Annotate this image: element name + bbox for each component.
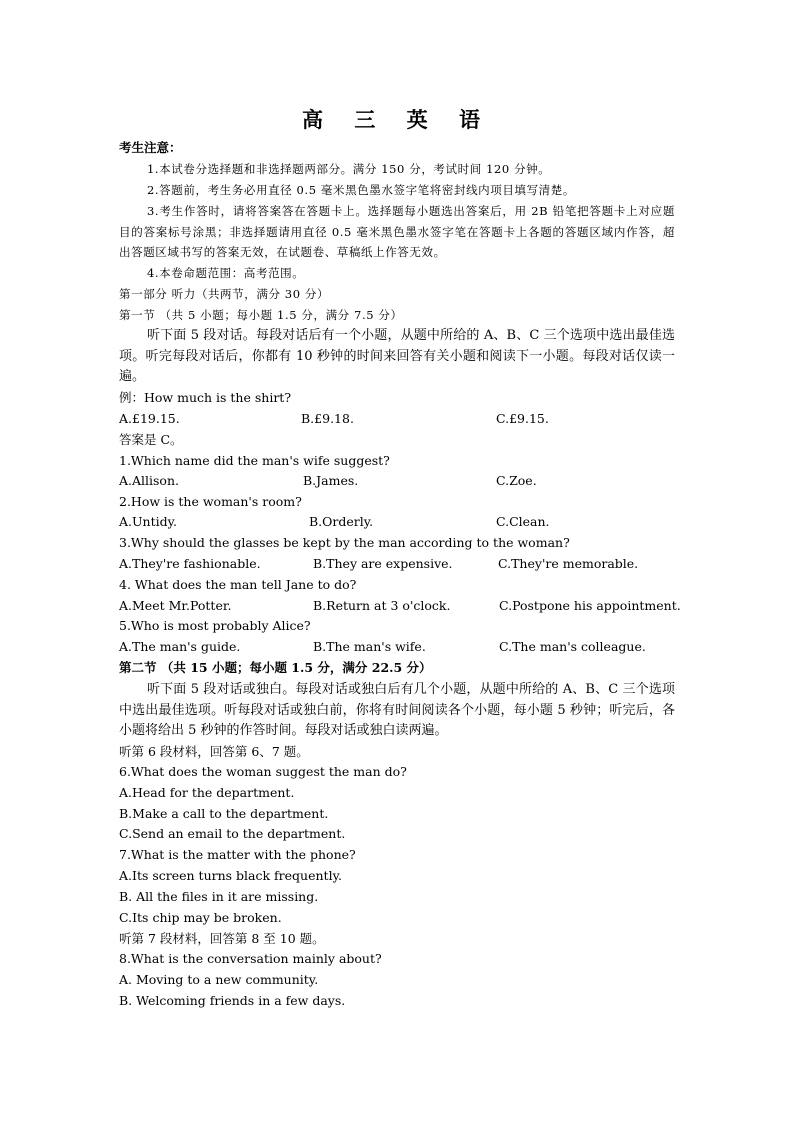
q5-option-a: A.The man's guide. xyxy=(119,639,241,654)
q3-option-c: C.They're memorable. xyxy=(498,556,639,571)
example-option-a: A.£19.15. xyxy=(119,411,180,426)
q8-option-a: A. Moving to a new community. xyxy=(119,972,319,987)
q3-option-a: A.They're fashionable. xyxy=(119,556,261,571)
q7-option-a: A.Its screen turns black frequently. xyxy=(119,868,342,883)
section2-instructions: 听下面 5 段对话或独白。每段对话或独白后有几个小题，从题中所给的 A、B、C 三个选项中选出最佳选项。听每段对话或独白前，你将有时间阅读各个小题，每小题 5 秒钟；听完后，各小题将给出 5 秒钟的作答时间。每段对话或独白读两遍。 xyxy=(119,682,675,738)
section1-instructions: 听下面 5 段对话。每段对话后有一个小题，从题中所给的 A、B、C 三个选项中选出最佳选项。听完每段对话后，你都有 10 秒钟的时间来回答有关小题和阅读下一小题。每段对话仅读一遍。 xyxy=(119,328,675,384)
q1-option-c: C.Zoe. xyxy=(496,473,537,488)
q2-option-c: C.Clean. xyxy=(496,514,550,529)
notice-item-3: 3.考生作答时，请将答案答在答题卡上。选择题每小题选出答案后，用 2B 铅笔把答题卡上对应题目的答案标号涂黑；非选择题请用直径 0.5 毫米黑色墨水签字笔在答题卡上各题的答题区域内作答，超出答题区域书写的答案无效，在试题卷、草稿纸上作答无效。 xyxy=(119,204,675,259)
q2-option-b: B.Orderly. xyxy=(309,514,374,529)
section2-heading: 第二节 （共 15 小题；每小题 1.5 分，满分 22.5 分） xyxy=(119,660,432,675)
example-option-c: C.£9.15. xyxy=(496,411,549,426)
notice-heading: 考生注意： xyxy=(119,140,182,155)
question-5: 5.Who is most probably Alice? xyxy=(119,618,311,633)
q4-option-a: A.Meet Mr.Potter. xyxy=(119,598,232,613)
example-option-b: B.£9.18. xyxy=(301,411,354,426)
q8-option-b: B. Welcoming friends in a few days. xyxy=(119,993,346,1008)
example-answer: 答案是 C。 xyxy=(119,432,183,447)
q4-option-c: C.Postpone his appointment. xyxy=(499,598,681,613)
question-1: 1.Which name did the man's wife suggest? xyxy=(119,453,390,468)
q7-option-c: C.Its chip may be broken. xyxy=(119,910,282,925)
notice-item-1: 1.本试卷分选择题和非选择题两部分。满分 150 分，考试时间 120 分钟。 xyxy=(147,162,551,176)
question-4: 4. What does the man tell Jane to do? xyxy=(119,577,357,592)
q6-option-a: A.Head for the department. xyxy=(119,785,295,800)
material-7-label: 听第 7 段材料，回答第 8 至 10 题。 xyxy=(119,931,325,946)
question-7: 7.What is the matter with the phone? xyxy=(119,847,356,862)
q2-option-a: A.Untidy. xyxy=(119,514,177,529)
question-8: 8.What is the conversation mainly about? xyxy=(119,951,382,966)
q4-option-b: B.Return at 3 o'clock. xyxy=(313,598,451,613)
q6-option-c: C.Send an email to the department. xyxy=(119,826,346,841)
example-question: 例：How much is the shirt? xyxy=(119,390,292,405)
page-title: 高 三 英 语 xyxy=(302,107,492,132)
question-6: 6.What does the woman suggest the man do? xyxy=(119,764,407,779)
notice-item-4: 4.本卷命题范围：高考范围。 xyxy=(147,266,305,280)
section1-heading: 第一节 （共 5 小题；每小题 1.5 分，满分 7.5 分） xyxy=(119,308,403,322)
q7-option-b: B. All the files in it are missing. xyxy=(119,889,319,904)
q1-option-a: A.Allison. xyxy=(119,473,179,488)
material-6-label: 听第 6 段材料，回答第 6、7 题。 xyxy=(119,744,309,759)
q5-option-b: B.The man's wife. xyxy=(313,639,426,654)
question-2: 2.How is the woman's room? xyxy=(119,494,302,509)
question-3: 3.Why should the glasses be kept by the man according to the woman? xyxy=(119,535,570,550)
q1-option-b: B.James. xyxy=(303,473,359,488)
q5-option-c: C.The man's colleague. xyxy=(499,639,646,654)
notice-item-2: 2.答题前，考生务必用直径 0.5 毫米黑色墨水签字笔将密封线内项目填写清楚。 xyxy=(147,183,575,197)
part1-heading: 第一部分 听力（共两节，满分 30 分） xyxy=(119,287,330,301)
q6-option-b: B.Make a call to the department. xyxy=(119,806,329,821)
q3-option-b: B.They are expensive. xyxy=(313,556,453,571)
